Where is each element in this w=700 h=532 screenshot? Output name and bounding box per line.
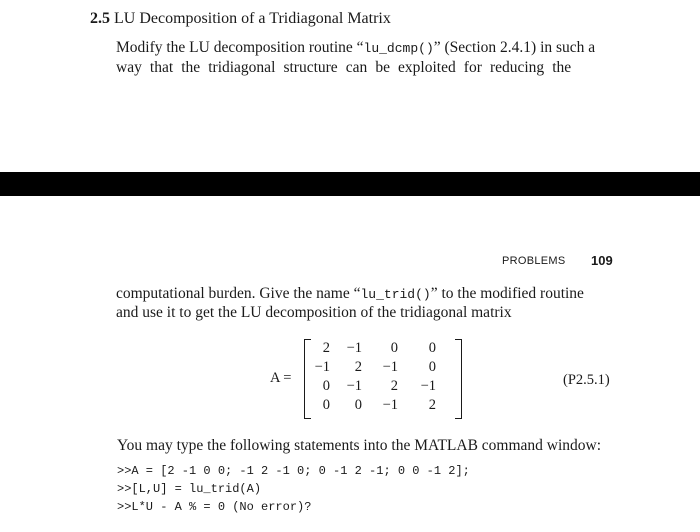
- matrix-entry: 0: [428, 340, 436, 356]
- paragraph2-text-continued: ” to the modified routine: [430, 285, 584, 302]
- routine-name-lu-dcmp: lu_dcmp(): [363, 41, 434, 56]
- matrix-entry: 2: [354, 359, 362, 375]
- section-title: LU Decomposition of a Tridiagonal Matrix: [114, 10, 391, 27]
- matrix-entry: −1: [382, 397, 398, 413]
- paragraph2-line2: and use it to get the LU decomposition of the tridiagonal matrix: [116, 304, 512, 321]
- matrix-entry: 2: [322, 340, 330, 356]
- matrix-entry: 0: [354, 397, 362, 413]
- code-line-3: >>L*U - A % = 0 (No error)?: [117, 500, 312, 514]
- matrix-entry: −1: [420, 378, 436, 394]
- matrix-entry: 0: [390, 340, 398, 356]
- matrix-entry: 0: [322, 378, 330, 394]
- matrix-entry: −1: [382, 359, 398, 375]
- matrix-entry: −1: [346, 340, 362, 356]
- upper-page-fragment: [0, 0, 700, 172]
- tridiagonal-matrix: [304, 339, 462, 417]
- running-header-label: PROBLEMS: [502, 255, 566, 267]
- page-number: 109: [591, 253, 613, 268]
- paragraph1-text-continued: ” (Section 2.4.1) in such a: [433, 39, 596, 56]
- routine-name-lu-trid: lu_trid(): [360, 287, 431, 302]
- paragraph1-line2: way that the tridiagonal structure can be exploited for reducing the: [116, 59, 572, 76]
- section-number: 2.5: [90, 10, 110, 27]
- paragraph1-line1: [116, 38, 595, 59]
- matrix-entry: 2: [428, 397, 436, 413]
- matrix-entry: 2: [390, 378, 398, 394]
- code-line-2: >>[L,U] = lu_trid(A): [117, 482, 262, 496]
- paragraph3: You may type the following statements into the MATLAB command window:: [117, 437, 602, 454]
- matrix-entry: 0: [428, 359, 436, 375]
- paragraph2-text: computational burden. Give the name “: [116, 285, 361, 302]
- paragraph2-line1: [116, 284, 584, 305]
- matrix-entry: −1: [346, 378, 362, 394]
- page-separator-band: [0, 172, 700, 196]
- section-heading: [90, 10, 391, 28]
- matrix-entry: 0: [322, 397, 330, 413]
- paragraph1-text: Modify the LU decomposition routine “: [116, 39, 364, 56]
- equation-label: (P2.5.1): [563, 372, 610, 388]
- code-line-1: >>A = [2 -1 0 0; -1 2 -1 0; 0 -1 2 -1; 0 0 -1 2];: [117, 464, 470, 478]
- matrix-entry: −1: [314, 359, 330, 375]
- equation-lhs: A =: [270, 370, 292, 386]
- right-bracket: [455, 339, 462, 419]
